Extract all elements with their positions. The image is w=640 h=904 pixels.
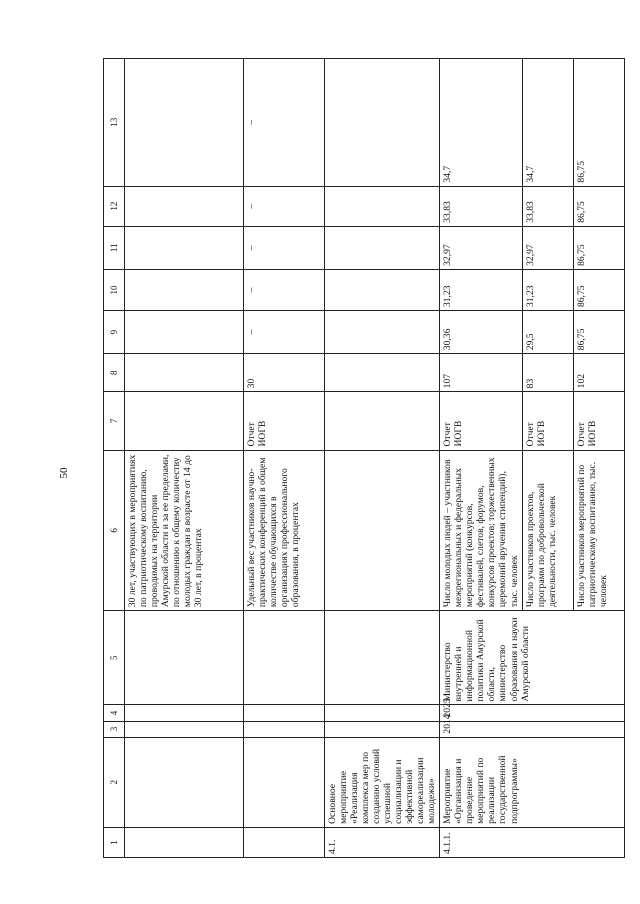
- cell-indicator: Удельный вес участников научно-практических конференций в общем количестве обучающихся в организациях профессионального образования, в процентах: [244, 450, 325, 611]
- cell-value-12: [325, 186, 440, 226]
- cell-indicator: Число участников мероприятий по патриотическому воспитанию, тыс. человек: [573, 450, 624, 611]
- cell-value-8: [125, 354, 244, 392]
- cell-value-12: 33,83: [440, 186, 522, 226]
- cell-number: 4.1.: [325, 827, 440, 857]
- cell-measure-name: [244, 737, 325, 827]
- cell-executor: [125, 611, 244, 705]
- table-row: [125, 59, 244, 858]
- header-col-11: 11: [104, 226, 125, 269]
- cell-measure-name: [125, 737, 244, 827]
- cell-value-11: [125, 226, 244, 269]
- cell-value-12: –: [244, 186, 325, 226]
- page-number: 50: [58, 467, 70, 479]
- header-col-6: 6: [104, 450, 125, 611]
- cell-value-9: 29,5: [522, 311, 573, 354]
- cell-value-10: 31,23: [522, 269, 573, 310]
- cell-value-10: 86,75: [573, 269, 624, 310]
- header-col-7: 7: [104, 392, 125, 450]
- cell-executor: Министерство внутренней и информационной политики Амурской области, министерство образования и науки Амурской области: [440, 611, 624, 705]
- cell-number: [125, 827, 244, 857]
- cell-value-10: [325, 269, 440, 310]
- cell-measure-name: Мероприятие «Организация и проведение мероприятий по реализации государственной подпрограммы»: [440, 737, 624, 827]
- cell-end-year: [125, 705, 244, 721]
- cell-measure-name: Основное мероприятие «Реализация комплекса мер по созданию условий успешной социализации и эффективной самореализации молодежи»: [325, 737, 440, 827]
- table-row: [244, 59, 325, 858]
- header-col-5: 5: [104, 611, 125, 705]
- program-indicators-table: [103, 58, 625, 858]
- cell-source: Отчет ИОГВ: [440, 392, 522, 450]
- header-col-10: 10: [104, 269, 125, 310]
- cell-value-8: [325, 354, 440, 392]
- cell-start-year: [325, 721, 440, 737]
- cell-value-10: 31,23: [440, 269, 522, 310]
- header-col-3: 3: [104, 721, 125, 737]
- cell-number: [244, 827, 325, 857]
- cell-value-8: 83: [522, 354, 573, 392]
- cell-indicator: 30 лет, участвующих в мероприятиях по патриотическому воспитанию, проводимых на территории Амурской области и за ее пределами, по отношению к общему количеству молодых граждан в возрасте от 14 до 30 лет, в процентах: [125, 450, 244, 611]
- cell-value-11: 32,97: [440, 226, 522, 269]
- header-col-1: 1: [104, 827, 125, 857]
- cell-indicator: Число участников проектов, программ по добровольческой деятельности, тыс. человек: [522, 450, 573, 611]
- cell-value-9: [125, 311, 244, 354]
- header-col-9: 9: [104, 311, 125, 354]
- cell-value-11: –: [244, 226, 325, 269]
- cell-value-13: 34,7: [440, 59, 522, 187]
- table-row: [440, 59, 522, 858]
- cell-start-year: [244, 721, 325, 737]
- cell-value-10: –: [244, 269, 325, 310]
- cell-executor: [244, 611, 325, 705]
- cell-start-year: [125, 721, 244, 737]
- header-col-12: 12: [104, 186, 125, 226]
- cell-value-9: [325, 311, 440, 354]
- cell-value-13: 34,7: [522, 59, 573, 187]
- cell-source: Отчет ИОГВ: [573, 392, 624, 450]
- cell-source: Отчет ИОГВ: [522, 392, 573, 450]
- cell-indicator: [325, 450, 440, 611]
- cell-source: [125, 392, 244, 450]
- cell-value-8: 30: [244, 354, 325, 392]
- table-row: [325, 59, 440, 858]
- cell-end-year: 2025: [440, 705, 624, 721]
- cell-value-9: –: [244, 311, 325, 354]
- cell-value-13: –: [244, 59, 325, 187]
- cell-indicator: Число молодых людей – участников межрегиональных и федеральных мероприятий (конкурсов, фестивалей, слетов, форумов, конкурсов проектов; торжественных церемоний вручения стипендий), тыс. человек: [440, 450, 522, 611]
- cell-value-12: 86,75: [573, 186, 624, 226]
- cell-source: [325, 392, 440, 450]
- header-row: [104, 59, 125, 858]
- cell-number: 4.1.1.: [440, 827, 624, 857]
- cell-start-year: 2014: [440, 721, 624, 737]
- cell-value-12: 33,83: [522, 186, 573, 226]
- cell-value-9: 30,36: [440, 311, 522, 354]
- cell-value-8: 102: [573, 354, 624, 392]
- cell-value-11: [325, 226, 440, 269]
- cell-value-13: 86,75: [573, 59, 624, 187]
- cell-value-11: 32,97: [522, 226, 573, 269]
- cell-value-8: 107: [440, 354, 522, 392]
- cell-end-year: [244, 705, 325, 721]
- cell-value-11: 86,75: [573, 226, 624, 269]
- header-col-13: 13: [104, 59, 125, 187]
- header-col-4: 4: [104, 705, 125, 721]
- header-col-2: 2: [104, 737, 125, 827]
- cell-source: Отчет ИОГВ: [244, 392, 325, 450]
- cell-value-12: [125, 186, 244, 226]
- rotated-table-frame: [103, 58, 609, 858]
- cell-value-10: [125, 269, 244, 310]
- cell-value-13: [325, 59, 440, 187]
- rotated-table-content: [103, 58, 609, 858]
- cell-value-13: [125, 59, 244, 187]
- cell-executor: [325, 611, 440, 705]
- header-col-8: 8: [104, 354, 125, 392]
- cell-end-year: [325, 705, 440, 721]
- cell-value-9: 86,75: [573, 311, 624, 354]
